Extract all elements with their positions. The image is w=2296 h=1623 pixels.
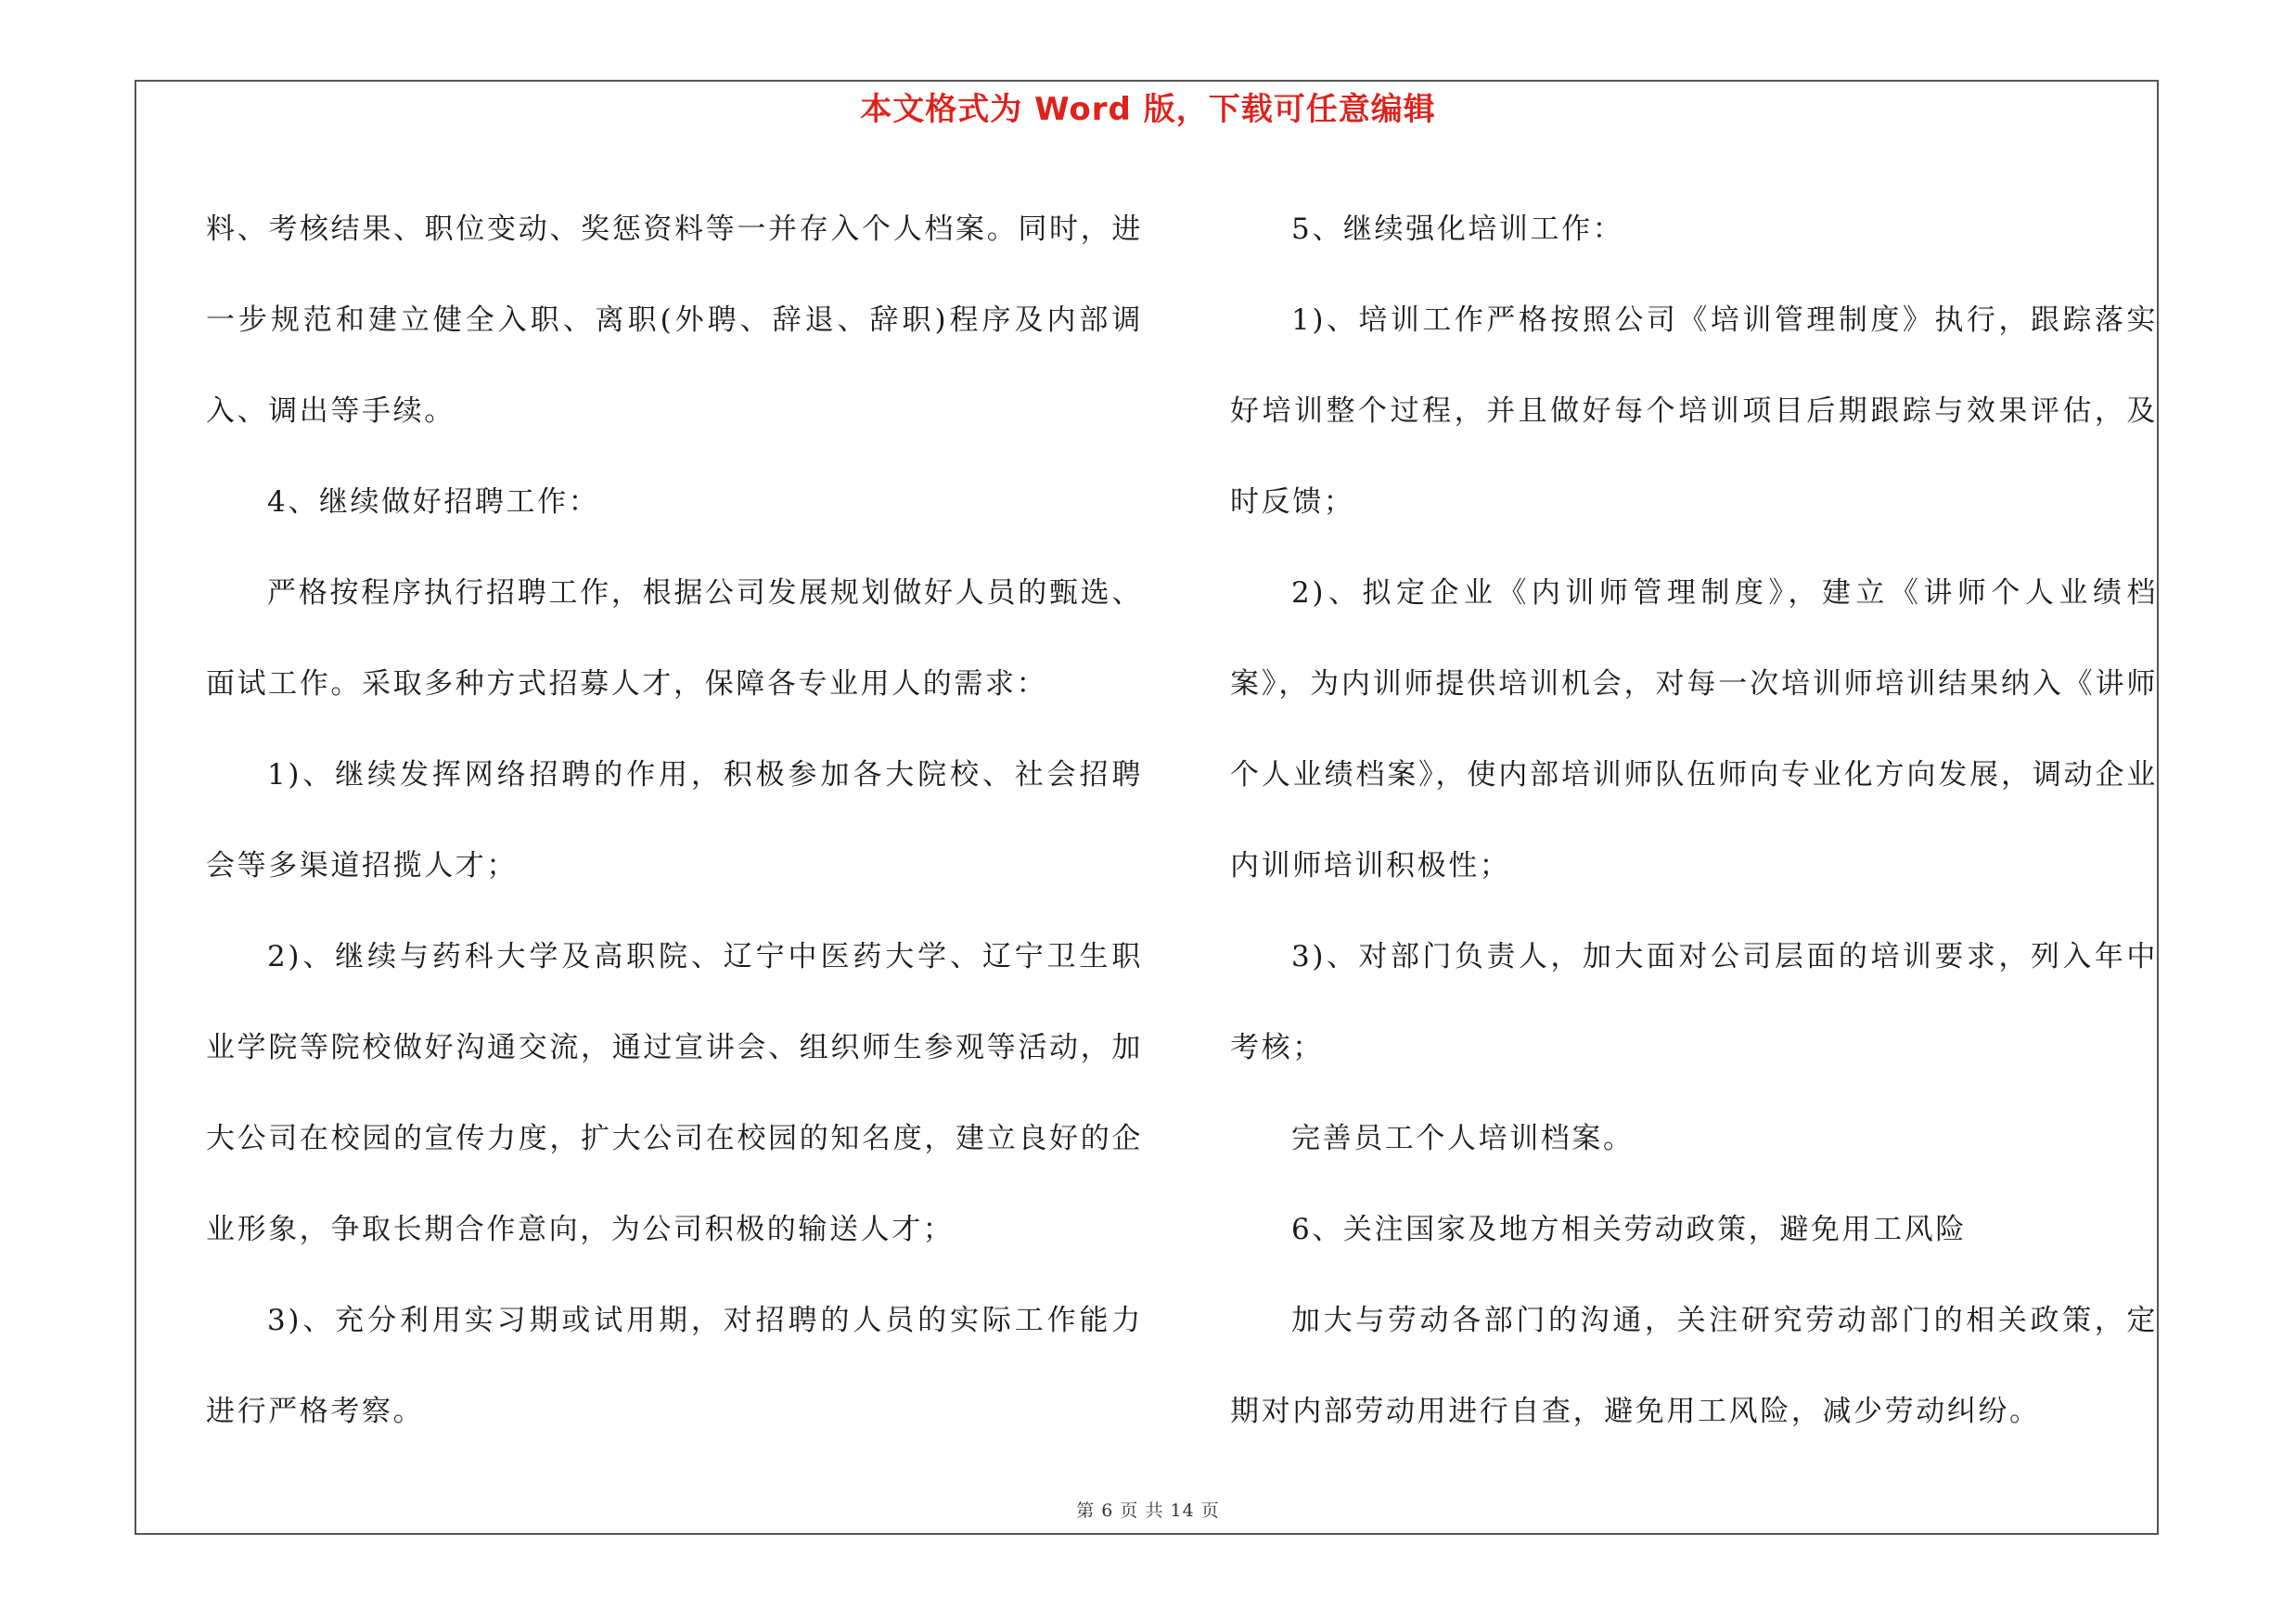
paragraph: 3)、充分利用实习期或试用期，对招聘的人员的实际工作能力进行严格考察。	[206, 1304, 1143, 1428]
paragraph: 2)、继续与药科大学及高职院、辽宁中医药大学、辽宁卫生职业学院等院校做好沟通交流，通过宣讲会、组织师生参观等活动，加大公司在校园的宣传力度，扩大公司在校园的知名度，建立良好的企业形象，争取长期合作意向，为公司积极的输送人才；	[206, 940, 1143, 1246]
paragraph: 5、继续强化培训工作：	[1291, 213, 1624, 246]
left-column	[206, 184, 1143, 1457]
paragraph: 1)、继续发挥网络招聘的作用，积极参加各大院校、社会招聘会等多渠道招揽人才；	[206, 758, 1143, 882]
paragraph: 2)、拟定企业《内训师管理制度》，建立《讲师个人业绩档案》，为内训师提供培训机会，对每一次培训师培训结果纳入《讲师个人业绩档案》，使内部培训师队伍师向专业化方向发展，调动企业内训师培训积极性；	[1230, 576, 2158, 882]
paragraph: 6、关注国家及地方相关劳动政策，避免用工风险	[1291, 1213, 1967, 1246]
right-column	[1230, 184, 2158, 1457]
paragraph: 4、继续做好招聘工作：	[267, 485, 600, 519]
paragraph: 3)、对部门负责人，加大面对公司层面的培训要求，列入年中考核；	[1230, 940, 2158, 1064]
header-banner: 本文格式为 Word 版，下载可任意编辑	[860, 91, 1436, 128]
paragraph: 1)、培训工作严格按照公司《培训管理制度》执行，跟踪落实好培训整个过程，并且做好每个培训项目后期跟踪与效果评估，及时反馈；	[1230, 303, 2158, 519]
paragraph: 加大与劳动各部门的沟通，关注研究劳动部门的相关政策，定期对内部劳动用进行自查，避免用工风险，减少劳动纠纷。	[1230, 1304, 2158, 1428]
paragraph: 严格按程序执行招聘工作，根据公司发展规划做好人员的甄选、面试工作。采取多种方式招募人才，保障各专业用人的需求：	[206, 576, 1143, 701]
paragraph: 料、考核结果、职位变动、奖惩资料等一并存入个人档案。同时，进一步规范和建立健全入职、离职(外聘、辞退、辞职)程序及内部调入、调出等手续。	[206, 213, 1143, 428]
paragraph: 完善员工个人培训档案。	[1291, 1122, 1635, 1155]
page-number: 第 6 页 共 14 页	[1076, 1501, 1220, 1521]
